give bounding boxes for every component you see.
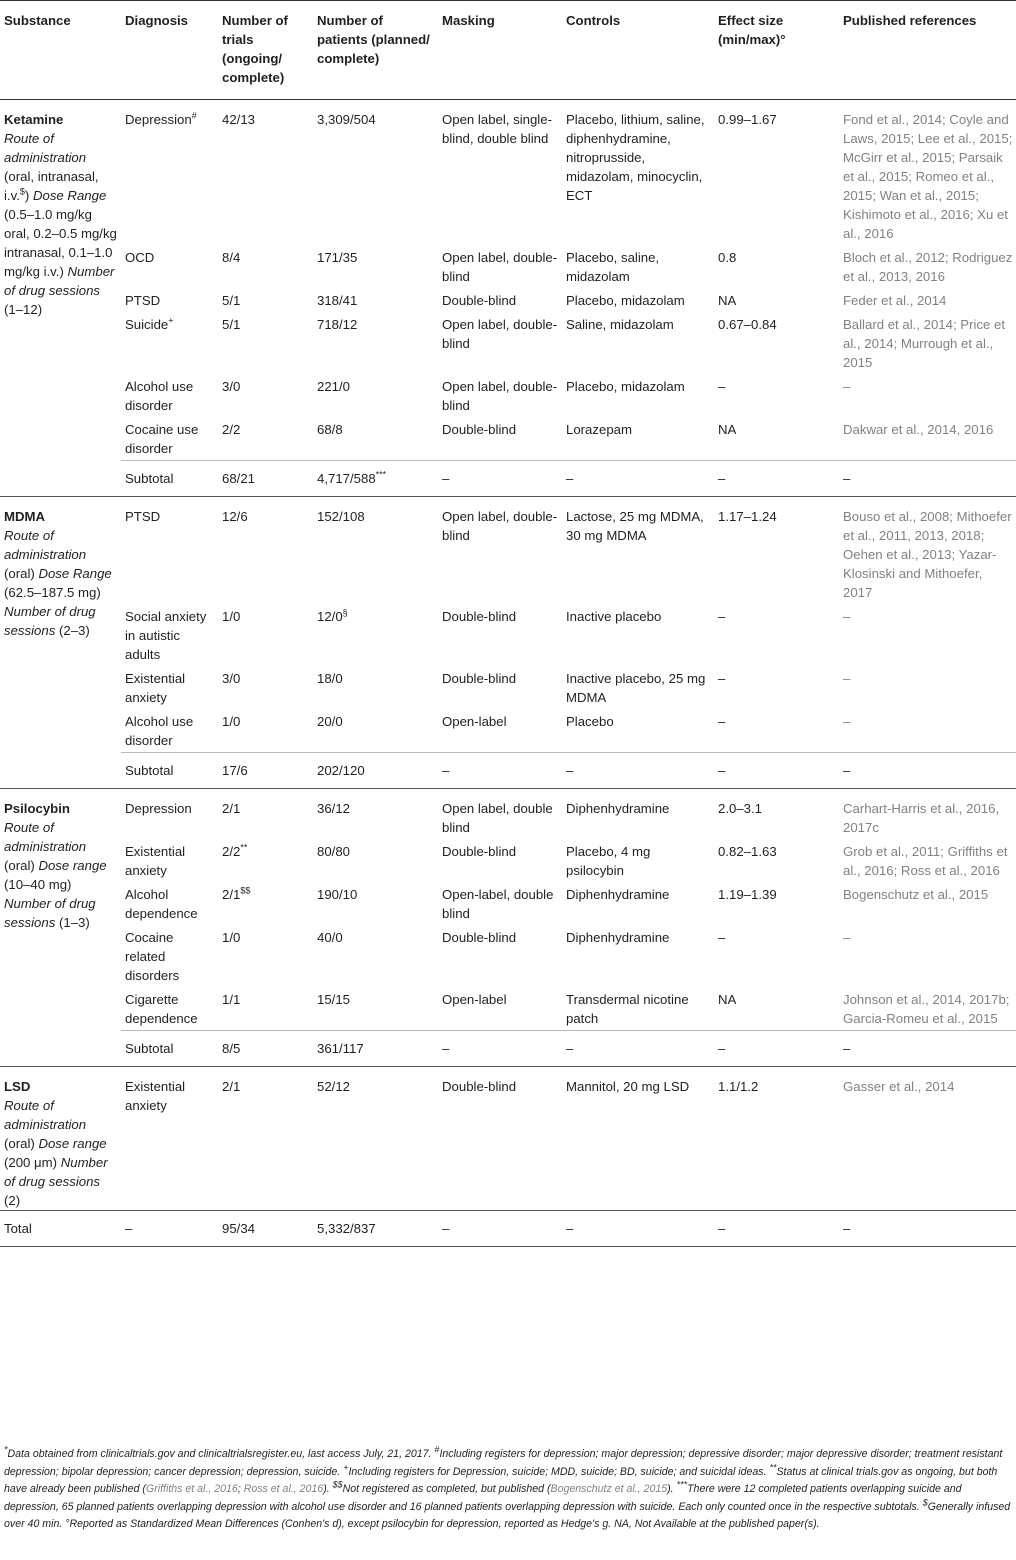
footnote-text: Including registers for depression; major depression; depressive disorder; major depressive disorder; treatment resistant depression; bipolar depression; cancer depression; depression, suicide. <box>4 1448 1003 1478</box>
footnote-marker: *** <box>676 1479 688 1490</box>
footnote-text: ; <box>237 1483 244 1496</box>
trials-cell: 42/13 <box>222 112 256 127</box>
references-cell: – <box>843 930 851 945</box>
references-cell: – <box>843 609 851 624</box>
patients-cell: 80/80 <box>317 844 351 859</box>
references-cell: Feder et al., 2014 <box>843 293 947 308</box>
total-references-cell: – <box>839 1211 1016 1247</box>
masking-cell: Open-label, double blind <box>442 887 554 921</box>
table-row <box>0 709 1016 753</box>
detail-label: Number of drug sessions <box>4 896 96 930</box>
masking-cell: Open-label <box>442 714 507 729</box>
controls-cell: Inactive placebo, 25 mg MDMA <box>566 671 706 705</box>
detail-value: (2) <box>4 1193 21 1208</box>
references-cell: Grob et al., 2011; Griffiths et al., 2016; Ross et al., 2016 <box>843 844 1008 878</box>
detail-value: (oral) <box>4 566 35 581</box>
trials-cell: 2/2** <box>222 842 248 859</box>
subtotal-controls-cell: – <box>562 753 714 789</box>
diagnosis-cell: Cocaine related disorders <box>125 930 180 983</box>
trials-cell: 5/1 <box>222 293 241 308</box>
subtotal-controls-cell: – <box>562 1031 714 1067</box>
trials-cell: 1/0 <box>222 930 241 945</box>
controls-cell: Diphenhydramine <box>566 930 670 945</box>
diagnosis-cell: Alcohol use disorder <box>125 714 194 748</box>
table-header <box>0 1 1016 100</box>
footnote-reference: Ross et al., 2016 <box>243 1483 324 1496</box>
total-diagnosis-cell: – <box>121 1211 218 1247</box>
detail-label: Dose range <box>38 858 107 873</box>
diagnosis-cell: Alcohol dependence <box>125 887 198 921</box>
references-cell: – <box>843 671 851 686</box>
trials-cell: 3/0 <box>222 671 241 686</box>
table-row <box>0 666 1016 709</box>
trials-cell: 1/0 <box>222 609 241 624</box>
masking-cell: Open label, single-blind, double blind <box>442 112 552 146</box>
subtotal-label: Subtotal <box>121 461 218 497</box>
controls-cell: Lorazepam <box>566 422 632 437</box>
detail-value: (1–3) <box>58 915 90 930</box>
diagnosis-cell: Existential anxiety <box>125 844 186 878</box>
controls-cell: Saline, midazolam <box>566 317 674 332</box>
subtotal-trials-cell: 8/5 <box>218 1031 313 1067</box>
controls-cell: Placebo, midazolam <box>566 293 685 308</box>
effect-size-cell: 0.99–1.67 <box>718 112 777 127</box>
footnote-text: Generally infused over 40 min. <box>4 1500 1011 1531</box>
trials-cell: 2/2 <box>222 422 241 437</box>
footnote-marker: * <box>4 1444 8 1455</box>
references-cell: Fond et al., 2014; Coyle and Laws, 2015; Lee et al., 2015; McGirr et al., 2015; Parsaik et al., 2015; Romeo et al., 2015; Wan et al., 2015; Kishimoto et al., 2016; Xu et al., 2016 <box>843 112 1013 241</box>
subtotal-patients-cell: 202/120 <box>313 753 438 789</box>
subtotal-row <box>0 1031 1016 1067</box>
references-cell: Ballard et al., 2014; Price et al., 2014; Murrough et al., 2015 <box>843 317 1006 370</box>
controls-cell: Placebo, lithium, saline, diphenhydramine, nitroprusside, midazolam, minocyclin, ECT <box>566 112 705 203</box>
subtotal-label: Subtotal <box>121 1031 218 1067</box>
effect-size-cell: – <box>718 714 726 729</box>
column-header-2: Diagnosis <box>125 13 189 28</box>
trials-cell: 2/1 <box>222 801 241 816</box>
controls-cell: Diphenhydramine <box>566 801 670 816</box>
total-row <box>0 1211 1016 1247</box>
masking-cell: Open label, double-blind <box>442 317 558 351</box>
effect-size-cell: 0.67–0.84 <box>718 317 777 332</box>
footnote-reference: Griffiths et al., 2016 <box>145 1483 238 1496</box>
footnote-marker: + <box>343 1462 349 1473</box>
footnote-text: There were 12 completed patients overlapping suicide and depression, 65 planned patients overlapping depression with alcohol use disorder and 16 planned patients overlapping depression with suicide. Each only counted once in the respective subtotals. <box>4 1483 962 1513</box>
column-header-1: Substance <box>4 13 71 28</box>
table-row <box>0 312 1016 374</box>
footnote-text: °Reported as Standardized Mean Differences (Conhen's d), except psilocybin for depression, reported as Hedge's g. NA, Not Available at the published paper(s). <box>65 1518 820 1531</box>
diagnosis-cell: Social anxiety in autistic adults <box>125 609 207 662</box>
subtotal-controls-cell: – <box>562 461 714 497</box>
footnote-marker: ** <box>769 1462 777 1473</box>
subtotal-trials-cell: 17/6 <box>218 753 313 789</box>
effect-size-cell: 1.17–1.24 <box>718 509 777 524</box>
effect-size-cell: 0.8 <box>718 250 737 265</box>
controls-cell: Mannitol, 20 mg LSD <box>562 1067 714 1211</box>
table-row <box>0 882 1016 925</box>
diagnosis-cell: PTSD <box>125 293 161 308</box>
patients-cell: 171/35 <box>317 250 358 265</box>
detail-value: (oral, intranasal, i.v. <box>4 169 99 203</box>
effect-size-cell: – <box>718 379 726 394</box>
effect-size-cell: 2.0–3.1 <box>718 801 762 816</box>
table-row <box>0 839 1016 882</box>
diagnosis-cell: Suicide+ <box>125 315 174 332</box>
detail-value: (1–12) <box>4 302 43 317</box>
detail-label: Route of administration <box>4 528 87 562</box>
table-row <box>0 1067 1016 1211</box>
table-row <box>0 374 1016 417</box>
total-effect-size-cell: – <box>714 1211 839 1247</box>
detail-value: (0.5–1.0 mg/kg oral, 0.2–0.5 mg/kg intranasal, 0.1–1.0 mg/kg i.v.) <box>4 207 117 279</box>
patients-cell: 318/41 <box>317 293 358 308</box>
subtotal-references-cell: – <box>839 461 1016 497</box>
substance-details <box>4 1096 118 1210</box>
masking-cell: Double-blind <box>442 422 517 437</box>
diagnosis-cell: Existential anxiety <box>121 1067 218 1211</box>
patients-cell: 152/108 <box>317 509 365 524</box>
subtotal-row <box>0 753 1016 789</box>
masking-cell: Double-blind <box>442 293 517 308</box>
table-body <box>0 100 1016 1247</box>
masking-cell: Open-label <box>442 992 507 1007</box>
detail-label: Route of administration <box>4 131 87 165</box>
patients-cell: 36/12 <box>317 801 351 816</box>
references-cell: – <box>843 379 851 394</box>
references-cell: Carhart-Harris et al., 2016, 2017c <box>843 801 1000 835</box>
patients-cell: 20/0 <box>317 714 343 729</box>
effect-size-cell: 0.82–1.63 <box>718 844 777 859</box>
subtotal-effect-size-cell: – <box>714 1031 839 1067</box>
trials-cell: 3/0 <box>222 379 241 394</box>
masking-cell: Double-blind <box>442 930 517 945</box>
controls-cell: Placebo <box>566 714 614 729</box>
patients-cell: 18/0 <box>317 671 343 686</box>
detail-label: Number of drug sessions <box>4 264 115 298</box>
references-cell: Johnson et al., 2014, 2017b; Garcia-Romeu et al., 2015 <box>843 992 1010 1026</box>
diagnosis-cell: Cocaine use disorder <box>125 422 199 456</box>
patients-cell: 3,309/504 <box>317 112 376 127</box>
diagnosis-cell: PTSD <box>125 509 161 524</box>
masking-cell: Double-blind <box>438 1067 562 1211</box>
subtotal-label: Subtotal <box>121 753 218 789</box>
detail-label: Dose Range <box>32 188 107 203</box>
references-cell: Bloch et al., 2012; Rodriguez et al., 2013, 2016 <box>843 250 1013 284</box>
footnote-marker: $$ <box>332 1479 343 1490</box>
subtotal-trials-cell: 68/21 <box>218 461 313 497</box>
subtotal-masking-cell: – <box>438 461 562 497</box>
column-header-6: Controls <box>566 13 621 28</box>
subtotal-patients-cell: 361/117 <box>313 1031 438 1067</box>
masking-cell: Open label, double-blind <box>442 379 558 413</box>
table-footnote <box>4 1446 1014 1534</box>
detail-value: (2–3) <box>58 623 90 638</box>
substance-details <box>4 818 118 932</box>
subtotal-effect-size-cell: – <box>714 461 839 497</box>
subtotal-row <box>0 461 1016 497</box>
detail-label: Dose range <box>38 1136 107 1151</box>
trials-cell: 2/1 <box>218 1067 313 1211</box>
effect-size-cell: 1.1/1.2 <box>714 1067 839 1211</box>
substance-details: Route of administration (oral, intranasal, i.v.$) Dose Range (0.5–1.0 mg/kg oral, 0.2–0.5 mg/kg intranasal, 0.1–1.0 mg/kg i.v.) Number of drug sessions (1–12) <box>4 131 117 317</box>
detail-label: Number of drug sessions <box>4 1155 108 1189</box>
controls-cell: Placebo, saline, midazolam <box>566 250 660 284</box>
diagnosis-cell: Alcohol use disorder <box>125 379 194 413</box>
patients-cell: 221/0 <box>317 379 351 394</box>
subtotal-effect-size-cell: – <box>714 753 839 789</box>
effect-size-cell: NA <box>718 992 737 1007</box>
substance-name: MDMA <box>4 509 46 524</box>
footnote-text: ). <box>323 1483 333 1496</box>
substance-name: Ketamine <box>4 112 64 127</box>
total-controls-cell: – <box>562 1211 714 1247</box>
controls-cell: Transdermal nicotine patch <box>566 992 689 1026</box>
footnote-reference: Bogenschutz et al., 2015 <box>550 1483 668 1496</box>
table-row <box>0 789 1016 840</box>
footnote-marker: $ <box>922 1497 928 1508</box>
footnote-marker: $$ <box>240 885 251 896</box>
detail-value: (62.5–187.5 mg) <box>4 585 101 600</box>
table-row <box>0 925 1016 987</box>
references-cell: Dakwar et al., 2014, 2016 <box>843 422 994 437</box>
masking-cell: Double-blind <box>442 844 517 859</box>
masking-cell: Open label, double blind <box>442 801 553 835</box>
footnote-marker: $ <box>19 186 25 197</box>
effect-size-cell: NA <box>718 422 737 437</box>
substance-cell <box>0 100 121 497</box>
subtotal-references-cell: – <box>839 1031 1016 1067</box>
patients-cell: 15/15 <box>317 992 351 1007</box>
footnote-text: ). <box>667 1483 677 1496</box>
detail-label: Dose Range <box>38 566 112 581</box>
table-row <box>0 497 1016 605</box>
controls-cell: Lactose, 25 mg MDMA, 30 mg MDMA <box>566 509 704 543</box>
controls-cell: Diphenhydramine <box>566 887 670 902</box>
detail-value: (oral) <box>4 1136 35 1151</box>
substance-cell <box>0 497 121 789</box>
footnote-marker: # <box>434 1444 440 1455</box>
effect-size-cell: – <box>718 671 726 686</box>
trials-cell: 12/6 <box>222 509 248 524</box>
controls-cell: Placebo, midazolam <box>566 379 685 394</box>
masking-cell: Open label, double-blind <box>442 509 558 543</box>
table-row <box>0 987 1016 1031</box>
masking-cell: Open label, double-blind <box>442 250 558 284</box>
footnote-text: Not registered as completed, but published ( <box>342 1483 551 1496</box>
total-trials-cell: 95/34 <box>218 1211 313 1247</box>
references-cell: – <box>843 714 851 729</box>
patients-cell: 68/8 <box>317 422 343 437</box>
trials-cell: 5/1 <box>222 317 241 332</box>
subtotal-references-cell: – <box>839 753 1016 789</box>
detail-value: (oral) <box>4 858 35 873</box>
diagnosis-cell: Depression <box>125 801 192 816</box>
substance-cell <box>0 1067 121 1211</box>
column-header-8: Published references <box>843 13 977 28</box>
column-header-7: Effect size (min/max)° <box>718 13 786 47</box>
masking-cell: Double-blind <box>442 671 517 686</box>
detail-label: Number of drug sessions <box>4 604 96 638</box>
detail-label: Route of administration <box>4 1098 87 1132</box>
substance-name: Psilocybin <box>4 801 70 816</box>
column-header-3: Number of trials (ongoing/ complete) <box>222 13 288 85</box>
footnote-text: Data obtained from clinicaltrials.gov and clinicaltrialsregister.eu, last access July, 21, 2017. <box>7 1448 435 1460</box>
footnote-marker: *** <box>375 469 387 480</box>
detail-value: (200 μm) <box>4 1155 58 1170</box>
substance-details <box>4 526 118 640</box>
total-label: Total <box>0 1211 121 1247</box>
footnote-text: Including registers for Depression, suicide; MDD, suicide; BD, suicide; and suicidal ideas. <box>348 1465 770 1478</box>
references-cell: Bogenschutz et al., 2015 <box>843 887 989 902</box>
subtotal-masking-cell: – <box>438 753 562 789</box>
table-row <box>0 417 1016 461</box>
effect-size-cell: NA <box>718 293 737 308</box>
masking-cell: Double-blind <box>442 609 517 624</box>
trials-cell: 2/1$$ <box>222 885 251 902</box>
total-masking-cell: – <box>438 1211 562 1247</box>
table-row <box>0 245 1016 288</box>
column-header-4: Number of patients (planned/ complete) <box>317 13 430 66</box>
effect-size-cell: – <box>718 609 726 624</box>
footnote-marker: # <box>191 110 197 121</box>
total-patients-cell: 5,332/837 <box>313 1211 438 1247</box>
table-row <box>0 288 1016 312</box>
detail-value: (10–40 mg) <box>4 877 72 892</box>
patients-cell: 718/12 <box>317 317 358 332</box>
references-cell: Bouso et al., 2008; Mithoefer et al., 2011, 2013, 2018; Oehen et al., 2013; Yazar-Klosinski and Mithoefer, 2017 <box>843 509 1012 600</box>
footnote-marker: ** <box>240 842 248 853</box>
detail-label: Route of administration <box>4 820 87 854</box>
footnote-marker: + <box>168 315 174 326</box>
substance-cell <box>0 789 121 1067</box>
diagnosis-cell: Existential anxiety <box>125 671 186 705</box>
controls-cell: Placebo, 4 mg psilocybin <box>566 844 651 878</box>
patients-cell: 190/10 <box>317 887 358 902</box>
controls-cell: Inactive placebo <box>566 609 662 624</box>
patients-cell: 40/0 <box>317 930 343 945</box>
patients-cell: 52/12 <box>313 1067 438 1211</box>
effect-size-cell: – <box>718 930 726 945</box>
footnote-text: Status at clinical trials.gov as ongoing, but both have already been published ( <box>4 1465 998 1496</box>
subtotal-masking-cell: – <box>438 1031 562 1067</box>
substance-name: LSD <box>4 1079 31 1094</box>
diagnosis-cell: Depression# <box>125 110 197 127</box>
diagnosis-cell: Cigarette dependence <box>125 992 198 1026</box>
header-row <box>0 1 1016 100</box>
column-header-5: Masking <box>442 13 495 28</box>
diagnosis-cell: OCD <box>125 250 155 265</box>
references-cell: Gasser et al., 2014 <box>839 1067 1016 1211</box>
footnote-marker: § <box>342 607 348 618</box>
trials-cell: 1/0 <box>222 714 241 729</box>
patients-cell: 12/0§ <box>317 607 348 624</box>
table-row <box>0 604 1016 666</box>
table-row <box>0 100 1016 246</box>
trials-cell: 1/1 <box>222 992 241 1007</box>
subtotal-patients-cell: 4,717/588*** <box>313 461 438 497</box>
effect-size-cell: 1.19–1.39 <box>718 887 777 902</box>
trials-cell: 8/4 <box>222 250 241 265</box>
